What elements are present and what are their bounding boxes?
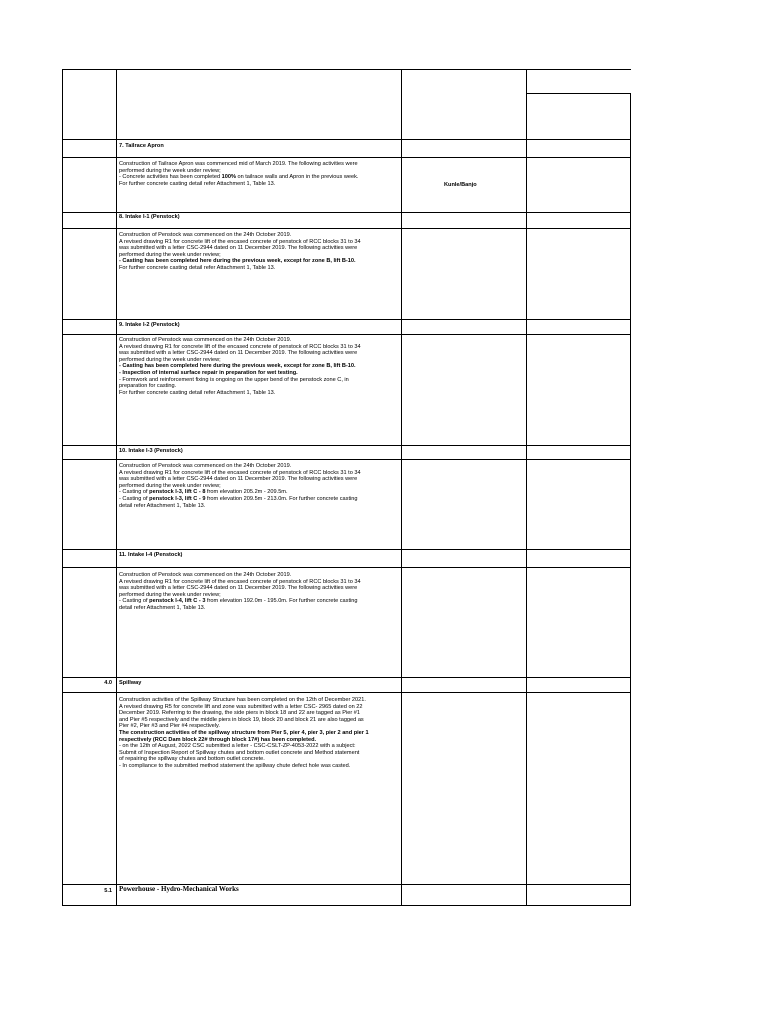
section-body-intake-4: Construction of Penstock was commenced on the 24th October 2019. A revised drawing R1 for concrete lift of the encased concrete of penstock of RCC blocks 31 to 34 was submitted with a letter CSC-2944 dated on 11 December 2019. The following activities were performed during the week under review; - Casting of penstock I-4, lift C - 3 from elevation 192.0m - 195.0m. For further concrete casting detail refer Attachment 1, Table 13. [119,572,361,611]
section-heading-intake-1: 8. Intake I-1 (Penstock) [119,214,180,220]
table-row-divider [526,93,631,94]
section-number-spillway: 4.0 [104,680,112,686]
table-col-divider [116,69,117,906]
table-row-divider [62,692,631,693]
table-col-divider [526,69,527,906]
section-heading-intake-3: 10. Intake I-3 (Penstock) [119,448,183,454]
section-body-intake-1: Construction of Penstock was commenced on the 24th October 2019. A revised drawing R1 for concrete lift of the encased concrete of penstock of RCC blocks 31 to 34 was submitted with a letter CSC-2944 dated on 11 December 2019. The following activities were performed during the week under review; - Casting has been completed here during the previous week, except for zone B, lift B-10. For further concrete casting detail refer Attachment 1, Table 13. [119,232,361,271]
section-number-powerhouse: 5.1 [104,888,112,894]
section-body-intake-2: Construction of Penstock was commenced on the 24th October 2019. A revised drawing R1 for concrete lift of the encased concrete of penstock of RCC blocks 31 to 34 was submitted with a letter CSC-2944 dated on 11 December 2019. The following activities were performed during the week under review; - Casting has been completed here during the previous week, except for zone B, lift B-10. - Inspection of internal surface repair in preparation for wet testing. - Formwork and reinforcement fixing is ongoing on the upper bend of the penstock zone C, in preparation for casting. For further concrete casting detail refer Attachment 1, Table 13. [119,337,361,396]
table-row-divider [62,677,631,678]
table-row-divider [62,334,631,335]
table-col-divider [62,69,63,906]
table-col-divider [401,69,402,906]
table-row-divider [62,445,631,446]
table-row-divider [62,567,631,568]
section-heading-spillway: Spillway [119,680,142,686]
responsible-person: Kunle/Banjo [444,182,477,188]
table-row-divider [62,139,631,140]
table-border-bottom [62,905,631,906]
table-row-divider [62,228,631,229]
section-body-spillway: Construction activities of the Spillway Structure has been completed on the 12th of December 2021. A revised drawing R5 for concrete lift and zone was submitted with a letter CSC- 2965 dated on 22 December 2019. Referring to the drawing, the side piers in block 18 and 22 are tagged as Pier #1 and Pier #5 respectively and the middle piers in block 19, block 20 and block 21 are also tagged as Pier #2, Pier #3 and Pier #4 respectively. The construction activities of the spillway structure from Pier 5, pier 4, pier 3, pier 2 and pier 1 respectively (RCC Dam block 22# through block 17#) has been completed. - on the 12th of August, 2022 CSC submitted a letter - CSC-CSLT-ZP-4053-2022 with a subject: Submit of Inspection Report of Spillway chutes and bottom outlet concrete and Method statement of repairing the spillway chutes and bottom outlet concrete. - In compliance to the submitted method statement the spillway chute defect hole was casted. [119,697,369,769]
section-body-intake-3: Construction of Penstock was commenced on the 24th October 2019. A revised drawing R1 for concrete lift of the encased concrete of penstock of RCC blocks 31 to 34 was submitted with a letter CSC-2944 dated on 11 December 2019. The following activities were performed during the week under review; - Casting of penstock I-3, lift C - 8 from elevation 205.2m - 209.5m. - Casting of penstock I-3, lift C - 9 from elevation 209.5m - 213.0m. For further concrete casting detail refer Attachment 1, Table 13. [119,463,361,509]
section-heading-tailrace: 7. Tailrace Apron [119,143,164,149]
section-heading-powerhouse: Powerhouse - Hydro-Mechanical Works [119,885,239,893]
table-row-divider [62,319,631,320]
table-row-divider [62,212,631,213]
table-row-divider [62,549,631,550]
section-heading-intake-2: 9. Intake I-2 (Penstock) [119,322,180,328]
table-row-divider [62,459,631,460]
table-col-divider [630,93,631,906]
table-row-divider [62,157,631,158]
section-body-tailrace: Construction of Tailrace Apron was commenced mid of March 2019. The following activities were performed during the week under review; - Concrete activities has been completed 100% on tailrace walls and Apron in the previous week. For further concrete casting detail refer Attachment 1, Table 13. [119,161,359,187]
section-heading-intake-4: 11. Intake I-4 (Penstock) [119,552,183,558]
table-border-top [62,69,631,70]
